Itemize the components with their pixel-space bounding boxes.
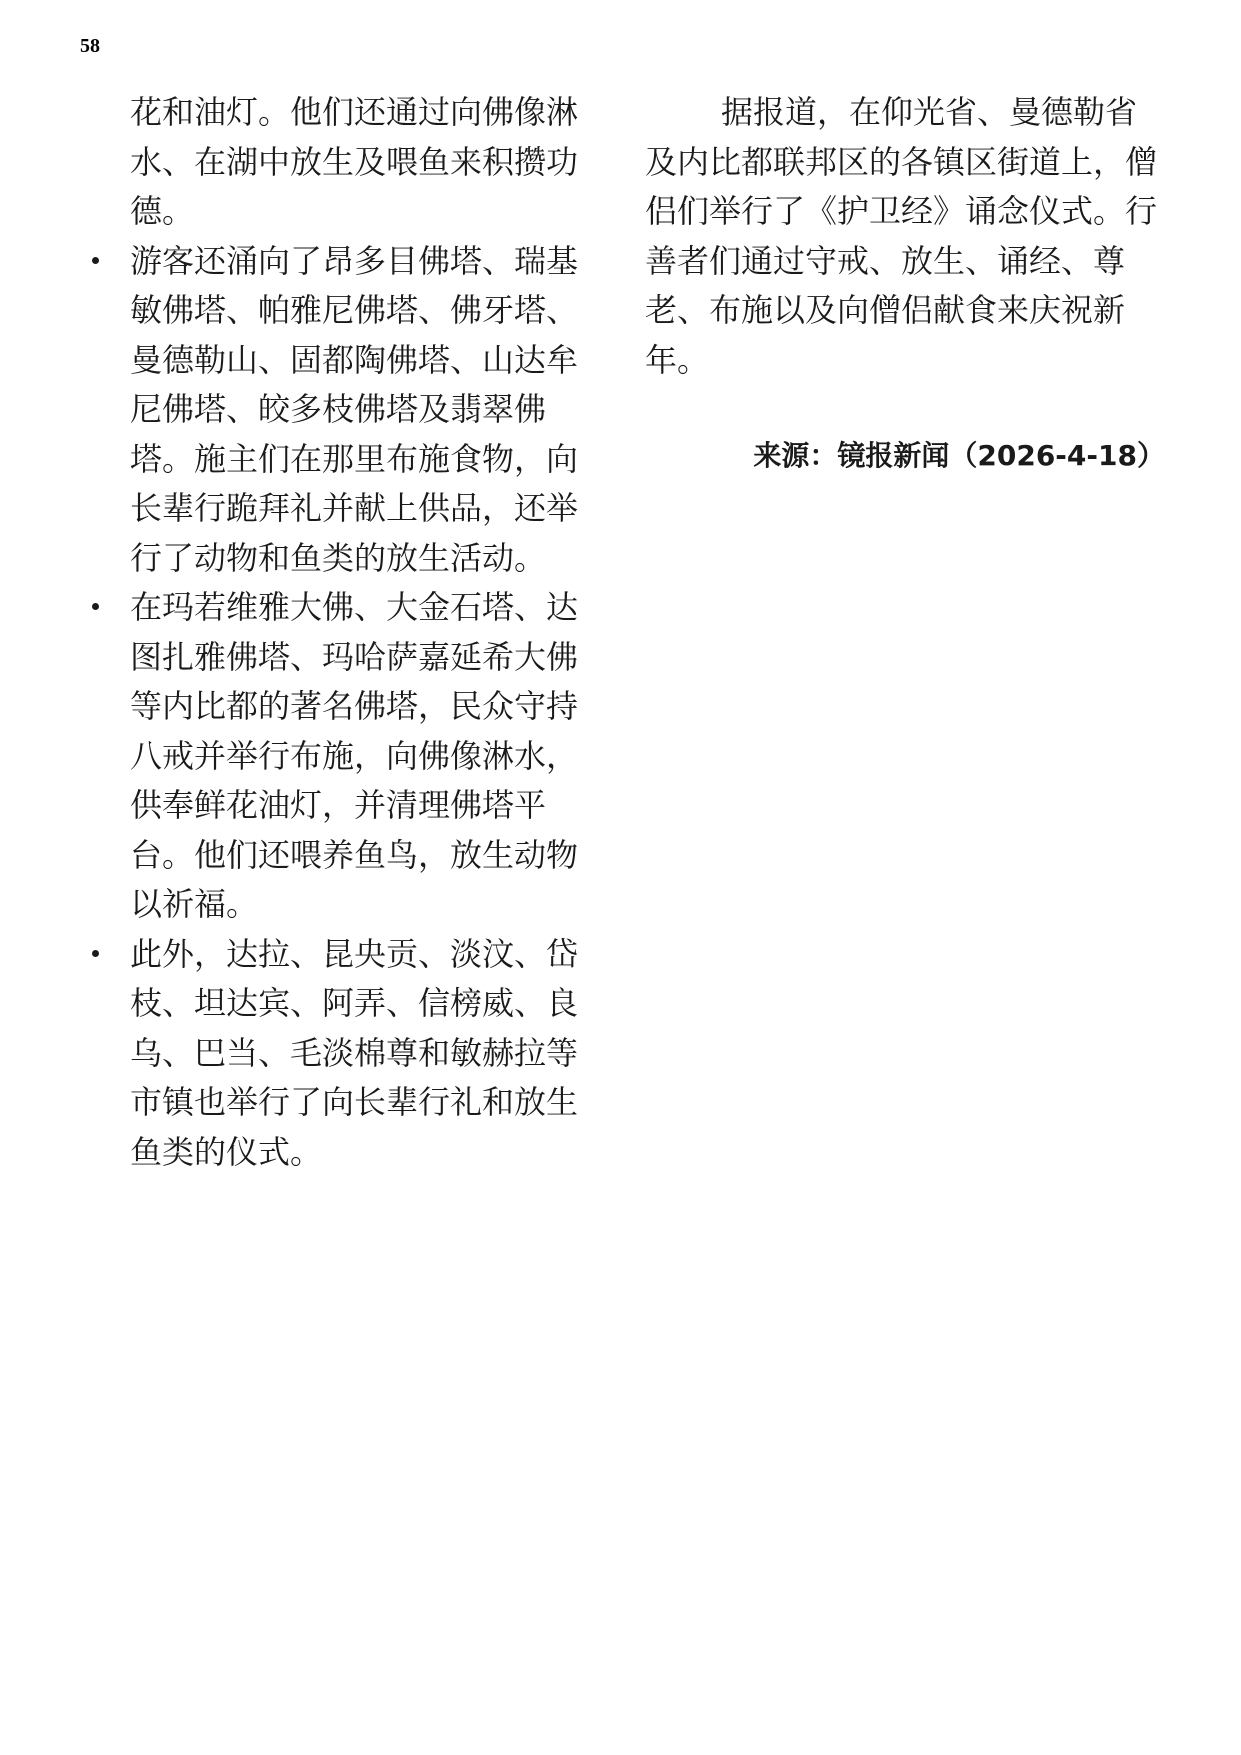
- left-column: [90, 88, 610, 1177]
- report-paragraph: 据报道，在仰光省、曼德勒省及内比都联邦区的各镇区街道上，僧侣们举行了《护卫经》诵念仪式。行善者们通过守戒、放生、诵经、尊老、布施以及向僧侣献食来庆祝新年。: [645, 93, 1158, 379]
- source-attribution: 来源：镜报新闻（2026-4-18）: [753, 439, 1165, 472]
- lead-paragraph: 花和油灯。他们还通过向佛像淋水、在湖中放生及喂鱼来积攒功德。: [130, 93, 579, 230]
- right-column: [645, 88, 1165, 476]
- bullet-icon: [92, 950, 99, 957]
- list-item-text: 此外，达拉、昆央贡、淡汶、岱枝、坦达宾、阿弄、信榜威、良乌、巴当、毛淡棉尊和敏赫拉等市镇也举行了向长辈行礼和放生鱼类的仪式。: [130, 934, 579, 1171]
- bullet-icon: [92, 603, 99, 610]
- list-item-text: 在玛若维雅大佛、大金石塔、达图扎雅佛塔、玛哈萨嘉延希大佛等内比都的著名佛塔，民众守持八戒并举行布施，向佛像淋水，供奉鲜花油灯，并清理佛塔平台。他们还喂养鱼鸟，放生动物以祈福。: [130, 588, 579, 923]
- list-item: [90, 583, 600, 930]
- page-number: 58: [80, 35, 100, 57]
- bullet-icon: [92, 257, 99, 264]
- bullet-list: [90, 237, 610, 1178]
- list-item: [90, 237, 600, 584]
- list-item: [90, 930, 600, 1178]
- list-item-text: 游客还涌向了昂多目佛塔、瑞基敏佛塔、帕雅尼佛塔、佛牙塔、曼德勒山、固都陶佛塔、山达牟尼佛塔、皎多枝佛塔及翡翠佛塔。施主们在那里布施食物，向长辈行跪拜礼并献上供品，还举行了动物和鱼类的放生活动。: [130, 241, 579, 577]
